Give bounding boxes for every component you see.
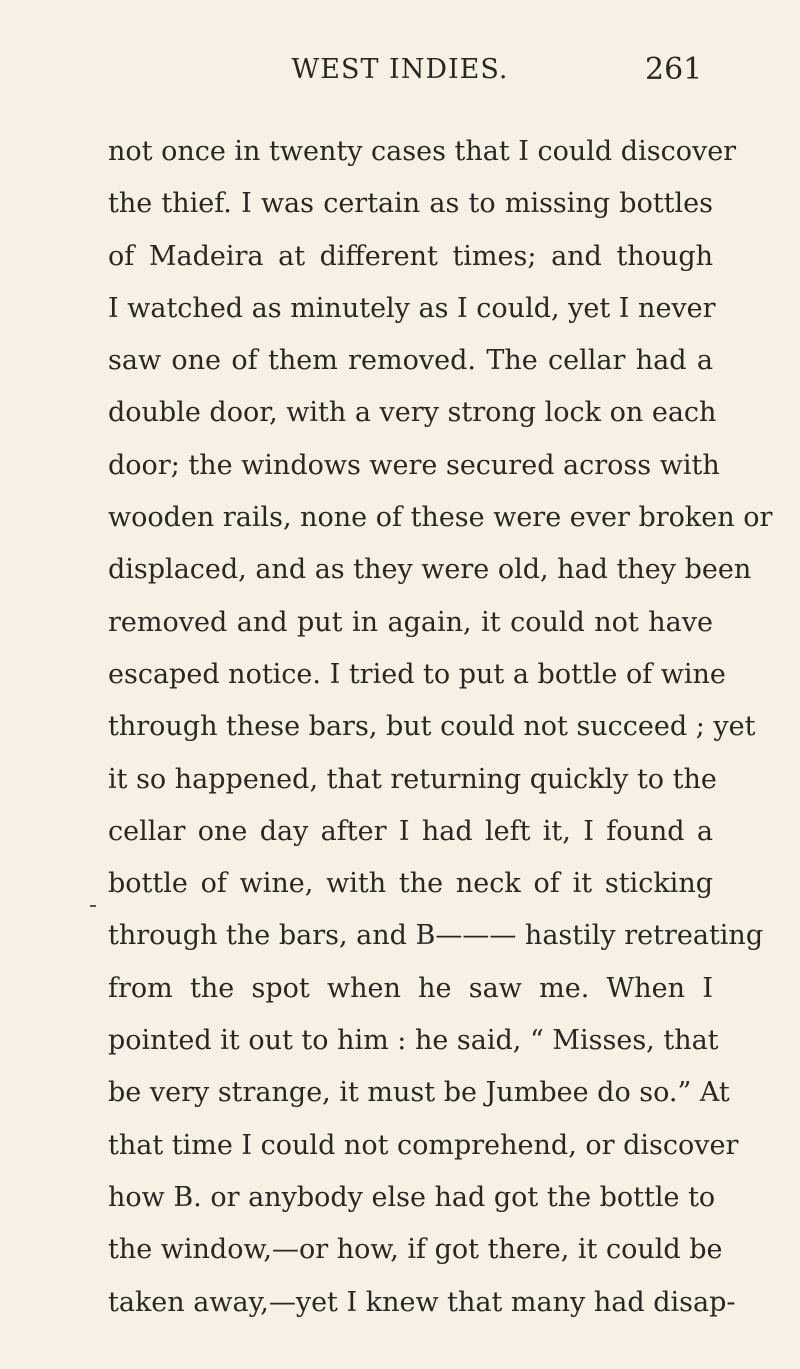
text-line: the thief. I was certain as to missing bottles [108,188,713,220]
page-number: 261 [645,52,703,87]
text-line: not once in twenty cases that I could discover [108,136,737,167]
text-line: through the bars, and B——— hastily retreating [108,920,764,952]
text-line: that time I could not comprehend, or discover [108,1129,739,1161]
text-line: from the spot when he saw me. When I [108,972,713,1004]
text-line: cellar one day after I had left it, I found a [108,815,713,847]
text-line: removed and put in again, it could not have [108,606,713,638]
running-title: WEST INDIES. [291,54,509,85]
text-line: wooden rails, none of these were ever broken or [108,502,773,534]
text-line: be very strange, it must be Jumbee do so.” At [108,1077,730,1109]
text-line: it so happened, that returning quickly to the [108,763,717,795]
text-line: through these bars, but could not succeed ; yet [108,711,756,743]
body-text [108,126,773,1329]
text-line: the window,—or how, if got there, it could be [108,1234,723,1266]
page-header [0,54,800,88]
text-line: escaped notice. I tried to put a bottle of wine [108,658,726,690]
text-line: displaced, and as they were old, had they been [108,554,752,586]
text-line: I watched as minutely as I could, yet I never [108,292,716,324]
text-line: pointed it out to him : he said, “ Misses, that [108,1025,719,1057]
text-line: how B. or anybody else had got the bottle to [108,1181,716,1213]
margin-mark [90,905,96,907]
text-line: door; the windows were secured across with [108,449,720,481]
text-line: saw one of them removed. The cellar had a [108,345,713,377]
text-line: taken away,—yet I knew that many had disap- [108,1286,736,1318]
text-line: double door, with a very strong lock on each [108,397,717,429]
text-line: bottle of wine, with the neck of it sticking [108,868,713,900]
text-line: of Madeira at different times; and though [108,240,713,272]
